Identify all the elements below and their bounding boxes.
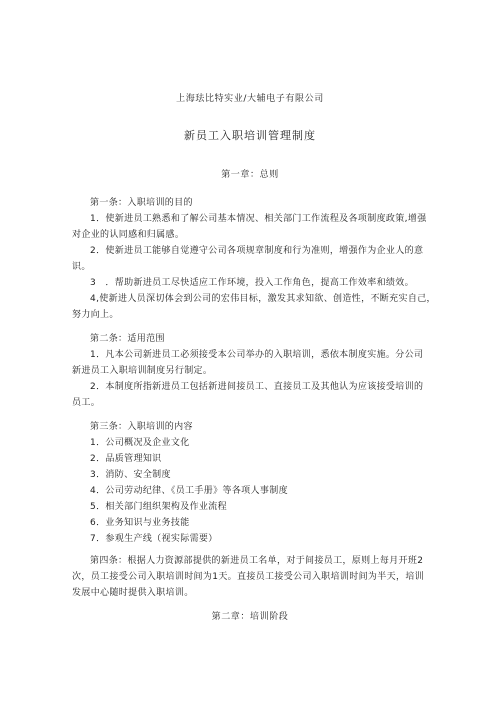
list-item: 6．业务知识与业务技能 xyxy=(90,518,190,528)
article-1-item-3: 3 ．帮助新进员工尽快适应工作环境，投入工作角色，提高工作效率和绩效。 xyxy=(90,278,414,288)
list-item: 1．公司概况及企业文化 xyxy=(90,438,190,448)
chapter-heading-2: 第二章：培训阶段 xyxy=(211,612,289,622)
list-item: 2．品质管理知识 xyxy=(90,454,162,464)
article-4-line-3: 发展中心随时提供入职培训。 xyxy=(72,588,194,598)
article-2-item-2-line-1: 2．本制度所指新进员工包括新进间接员工、直接员工及其他认为应该接受培训的 xyxy=(90,382,424,392)
article-1-item-4-line-1: 4,使新进人员深切体会到公司的宏伟目标，激发其求知欲、创造性，不断充实自己， xyxy=(90,294,436,304)
article-1-heading: 第一条：入职培训的目的 xyxy=(90,198,193,208)
company-name: 上海珐比特实业/大辅电子有限公司 xyxy=(176,94,324,104)
article-1-item-1-line-1: 1．使新进员工熟悉和了解公司基本情况、相关部门工作流程及各项制度政策,增强 xyxy=(90,214,427,224)
article-2-item-1-line-1: 1．凡本公司新进员工必须接受本公司举办的入职培训，悉依本制度实施。分公司 xyxy=(90,350,424,360)
list-item: 7．参观生产线（视实际需要） xyxy=(90,534,218,544)
article-1-item-2-line-1: 2．使新进员工能够自觉遵守公司各项规章制度和行为准则，增强作为企业人的意 xyxy=(90,246,424,256)
article-2-heading: 第二条：适用范围 xyxy=(90,334,165,344)
article-3-heading: 第三条：入职培训的内容 xyxy=(90,422,193,432)
article-2-item-2-line-2: 员工。 xyxy=(72,398,101,408)
article-4-line-1: 第四条：根据人力资源部提供的新进员工名单，对于间接员工，原则上每月开班2 xyxy=(90,556,424,566)
article-1-item-2-line-2: 识。 xyxy=(72,262,91,272)
article-2-item-1-line-2: 新进员工入职培训制度另行制定。 xyxy=(72,366,213,376)
article-4-line-2: 次，员工接受公司入职培训时间为1天。直接员工接受公司入职培训时间为半天，培训 xyxy=(72,572,425,582)
list-item: 3．消防、安全制度 xyxy=(90,470,171,480)
list-item: 4．公司劳动纪律、《员工手册》等各项人事制度 xyxy=(90,486,288,496)
article-1-item-4-line-2: 努力向上。 xyxy=(72,310,119,320)
chapter-heading-1: 第一章：总则 xyxy=(221,170,279,180)
list-item: 5．相关部门组织架构及作业流程 xyxy=(90,502,227,512)
article-1-item-1-line-2: 对企业的认同感和归属感。 xyxy=(72,230,185,240)
document-title: 新员工入职培训管理制度 xyxy=(184,129,316,142)
